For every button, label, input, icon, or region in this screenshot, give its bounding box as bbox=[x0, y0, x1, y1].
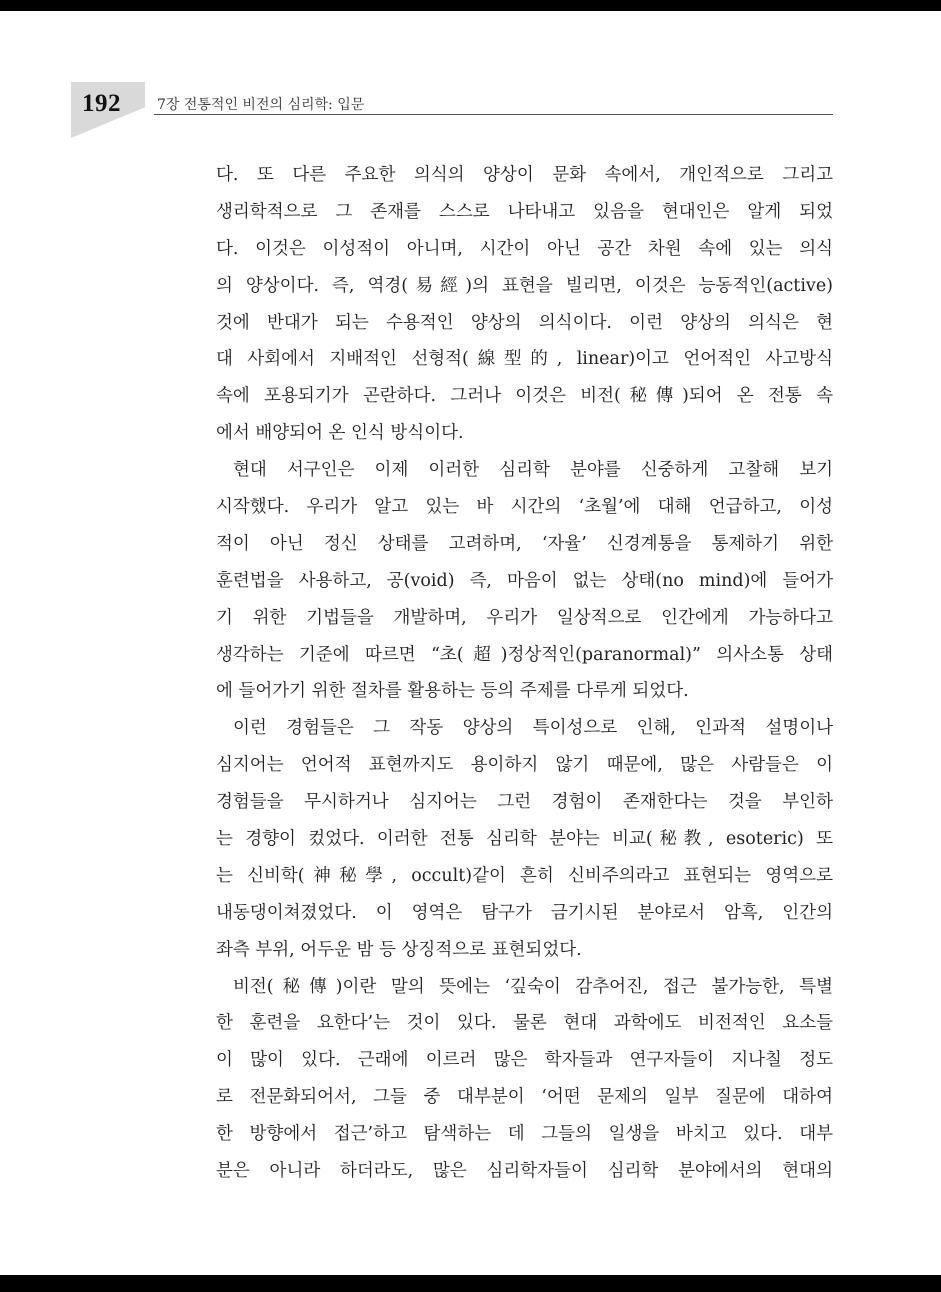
text-line: 것에 반대가 되는 수용적인 양상의 의식이다. 이런 양상의 의식은 현 bbox=[216, 312, 833, 333]
text-line: 에 들어가기 위한 절차를 활용하는 등의 주제를 다루게 되었다. bbox=[216, 681, 689, 702]
text-line: 는 신비학(神秘學, occult)같이 흔히 신비주의라고 표현되는 영역으로 bbox=[216, 865, 833, 886]
page-number: 192 bbox=[82, 90, 121, 117]
text-line: 다. 또 다른 주요한 의식의 양상이 문화 속에서, 개인적으로 그리고 bbox=[216, 165, 833, 185]
text-line: 적이 아닌 정신 상태를 고려하며, ‘자율’ 신경계통을 통제하기 위한 bbox=[216, 533, 833, 554]
text-line: 훈련법을 사용하고, 공(void) 즉, 마음이 없는 상태(no mind)에 들어가 bbox=[216, 570, 833, 591]
text-line: 좌측 부위, 어두운 밤 등 상징적으로 표현되었다. bbox=[216, 939, 582, 960]
text-line: 로 전문화되어서, 그들 중 대부분이 ‘어떤 문제의 일부 질문에 대하여 bbox=[216, 1087, 833, 1108]
header-rule bbox=[154, 114, 833, 115]
text-line: 심지어는 언어적 표현까지도 용이하지 않기 때문에, 많은 사람들은 이 bbox=[216, 755, 833, 776]
text-line: 경험들을 무시하거나 심지어는 그런 경험이 존재한다는 것을 부인하 bbox=[216, 792, 833, 813]
text-line: 내동댕이쳐졌었다. 이 영역은 탐구가 금기시된 분야로서 암흑, 인간의 bbox=[216, 902, 833, 923]
text-line: 한 방향에서 접근’하고 탐색하는 데 그들의 일생을 바치고 있다. 대부 bbox=[216, 1124, 833, 1145]
running-head: 7장 전통적인 비전의 심리학: 입문 bbox=[157, 97, 365, 113]
text-line: 는 경향이 컸었다. 이러한 전통 심리학 분야는 비교(秘教, esoteric) 또 bbox=[216, 829, 833, 850]
text-line: 한 훈련을 요한다’는 것이 있다. 물론 현대 과학에도 비전적인 요소들 bbox=[216, 1013, 833, 1034]
body-text bbox=[216, 157, 833, 1190]
text-line: 이 많이 있다. 근래에 이르러 많은 학자들과 연구자들이 지나칠 정도 bbox=[216, 1050, 833, 1071]
top-edge-bar bbox=[0, 0, 941, 11]
text-line: 생리학적으로 그 존재를 스스로 나타내고 있음을 현대인은 알게 되었 bbox=[216, 201, 833, 222]
text-line: 현대 서구인은 이제 이러한 심리학 분야를 신중하게 고찰해 보기 bbox=[233, 460, 833, 481]
text-line: 비전(秘傳)이란 말의 뜻에는 ‘깊숙이 감추어진, 접근 불가능한, 특별 bbox=[233, 976, 833, 997]
text-line: 기 위한 기법들을 개발하며, 우리가 일상적으로 인간에게 가능하다고 bbox=[216, 607, 833, 628]
text-line: 의 양상이다. 즉, 역경(易經)의 표현을 빌리면, 이것은 능동적인(active) bbox=[216, 275, 833, 296]
text-line: 속에 포용되기가 곤란하다. 그러나 이것은 비전(秘傳)되어 온 전통 속 bbox=[216, 386, 833, 407]
text-line: 시작했다. 우리가 알고 있는 바 시간의 ‘초월’에 대해 언급하고, 이성 bbox=[216, 497, 833, 518]
bottom-edge-bar bbox=[0, 1275, 941, 1292]
text-line: 대 사회에서 지배적인 선형적(線型的, linear)이고 언어적인 사고방식 bbox=[216, 349, 833, 370]
text-line: 다. 이것은 이성적이 아니며, 시간이 아닌 공간 차원 속에 있는 의식 bbox=[216, 238, 833, 259]
text-line: 분은 아니라 하더라도, 많은 심리학자들이 심리학 분야에서의 현대의 bbox=[216, 1161, 833, 1182]
text-line: 에서 배양되어 온 인식 방식이다. bbox=[216, 423, 464, 444]
text-line: 생각하는 기준에 따르면 “초(超)정상적인(paranormal)” 의사소통 상태 bbox=[216, 644, 833, 665]
text-line: 이런 경험들은 그 작동 양상의 특이성으로 인해, 인과적 설명이나 bbox=[233, 718, 833, 739]
